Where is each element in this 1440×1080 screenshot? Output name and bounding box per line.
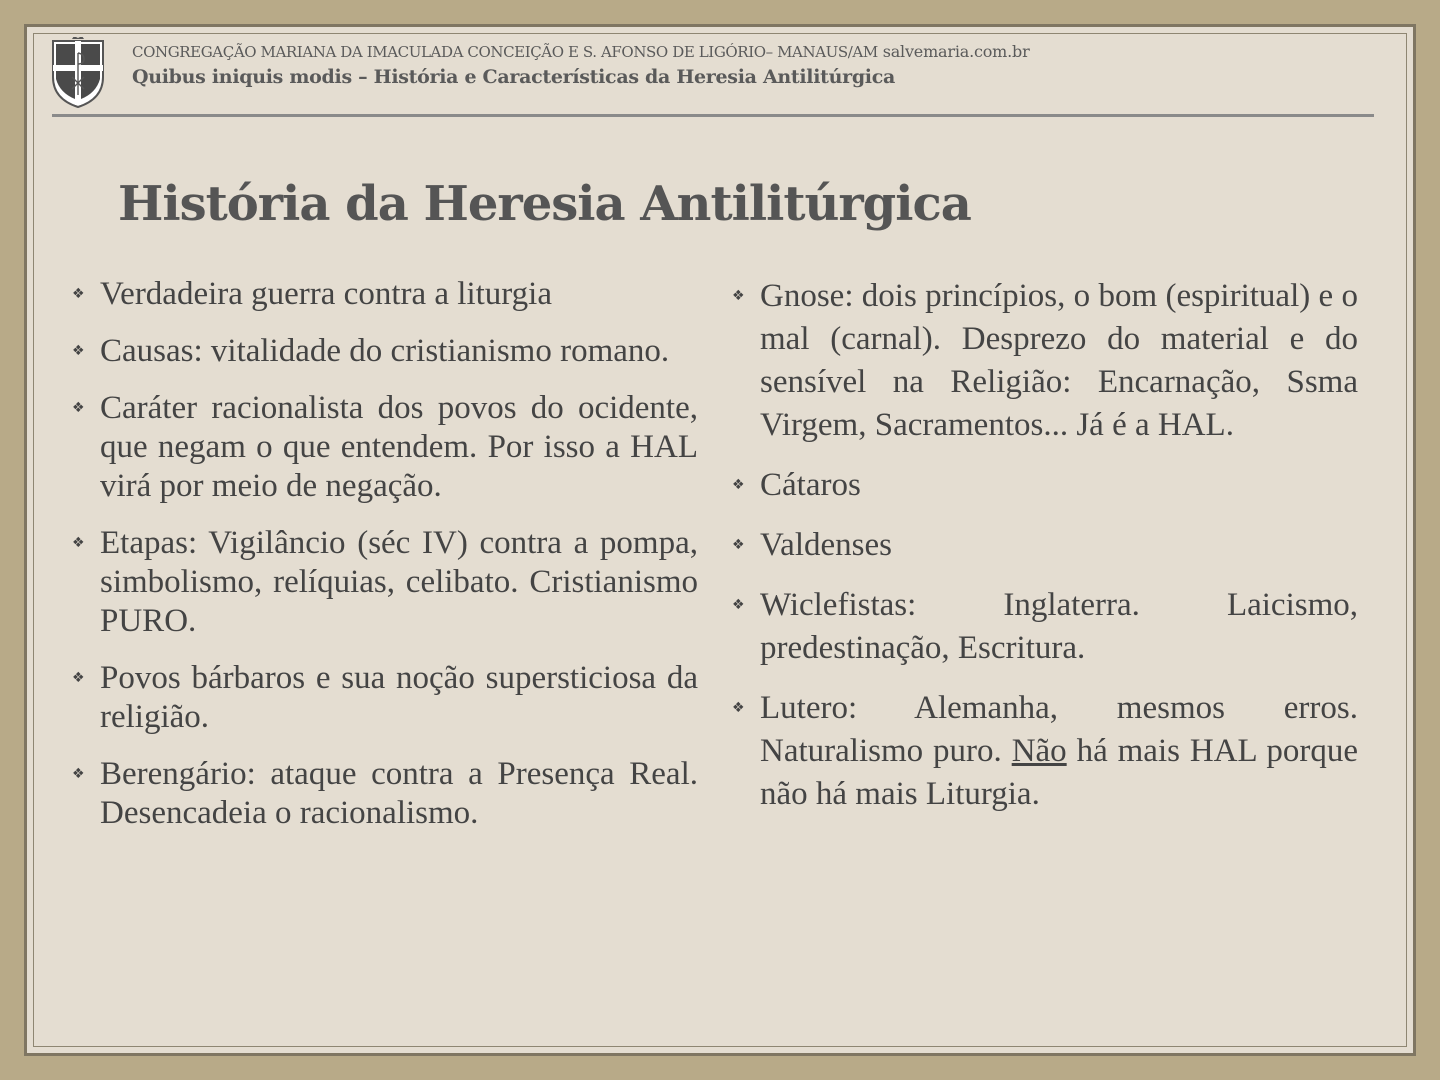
bullet-item bbox=[72, 524, 698, 641]
diamond-cluster-icon: ❖ bbox=[732, 537, 745, 553]
left-bullet-list bbox=[72, 275, 698, 851]
bullet-item bbox=[72, 659, 698, 737]
slide-title: História da Heresia Antilitúrgica bbox=[118, 176, 971, 232]
bullet-item bbox=[72, 755, 698, 833]
diamond-cluster-icon: ❖ bbox=[72, 766, 85, 782]
bullet-text: Gnose: dois princípios, o bom (espiritual) e o mal (carnal). Desprezo do material e do sensível na Religião: Encarnação, Ssma Virgem, Sacramentos... Já é a HAL. bbox=[760, 278, 1358, 443]
diamond-cluster-icon: ❖ bbox=[732, 477, 745, 493]
header-subtitle: Quibus iniquis modis – História e Características da Heresia Antilitúrgica bbox=[132, 66, 896, 88]
diamond-cluster-icon: ❖ bbox=[732, 700, 745, 716]
diamond-cluster-icon: ❖ bbox=[732, 288, 745, 304]
diamond-cluster-icon: ❖ bbox=[72, 343, 85, 359]
bullet-text-part: há mais HAL porque não há mais Liturgia. bbox=[760, 733, 1358, 812]
diamond-cluster-icon: ❖ bbox=[732, 597, 745, 613]
bullet-item bbox=[732, 275, 1358, 447]
bullet-item bbox=[732, 524, 1358, 567]
bullet-text-part: Lutero: Alemanha, mesmos erros. Naturalismo puro. bbox=[760, 690, 1358, 769]
bullet-item bbox=[72, 275, 698, 314]
diamond-cluster-icon: ❖ bbox=[72, 535, 85, 551]
bullet-text: Valdenses bbox=[760, 527, 892, 563]
bullet-text: Caráter racionalista dos povos do ocidente, que negam o que entendem. Por isso a HAL virá por meio de negação. bbox=[100, 390, 698, 504]
bullet-text: Causas: vitalidade do cristianismo romano. bbox=[100, 333, 670, 369]
bullet-item bbox=[732, 584, 1358, 670]
bullet-item bbox=[732, 464, 1358, 507]
bullet-text: Povos bárbaros e sua noção supersticiosa da religião. bbox=[100, 660, 698, 735]
underlined-word: Não bbox=[1011, 733, 1067, 769]
bullet-item bbox=[72, 332, 698, 371]
bullet-text: Verdadeira guerra contra a liturgia bbox=[100, 276, 552, 312]
bullet-text bbox=[760, 690, 1358, 812]
diamond-cluster-icon: ❖ bbox=[72, 286, 85, 302]
shield-cross-chirho-icon bbox=[50, 37, 106, 109]
bullet-text: Etapas: Vigilâncio (séc IV) contra a pompa, simbolismo, relíquias, celibato. Cristianismo PURO. bbox=[100, 525, 698, 639]
diamond-cluster-icon: ❖ bbox=[72, 400, 85, 416]
bullet-item bbox=[72, 389, 698, 506]
bullet-text: Wiclefistas: Inglaterra. Laicismo, predestinação, Escritura. bbox=[760, 587, 1358, 666]
header-org-line bbox=[132, 42, 1030, 61]
bullet-text: Berengário: ataque contra a Presença Real. Desencadeia o racionalismo. bbox=[100, 756, 698, 831]
right-bullet-list bbox=[732, 275, 1358, 833]
site-url: salvemaria.com.br bbox=[882, 42, 1030, 61]
header-divider bbox=[52, 114, 1374, 117]
organization-name: CONGREGAÇÃO MARIANA DA IMACULADA CONCEIÇÃO E S. AFONSO DE LIGÓRIO– MANAUS/AM bbox=[132, 43, 878, 61]
diamond-cluster-icon: ❖ bbox=[72, 670, 85, 686]
bullet-text: Cátaros bbox=[760, 467, 861, 503]
bullet-item bbox=[732, 687, 1358, 816]
